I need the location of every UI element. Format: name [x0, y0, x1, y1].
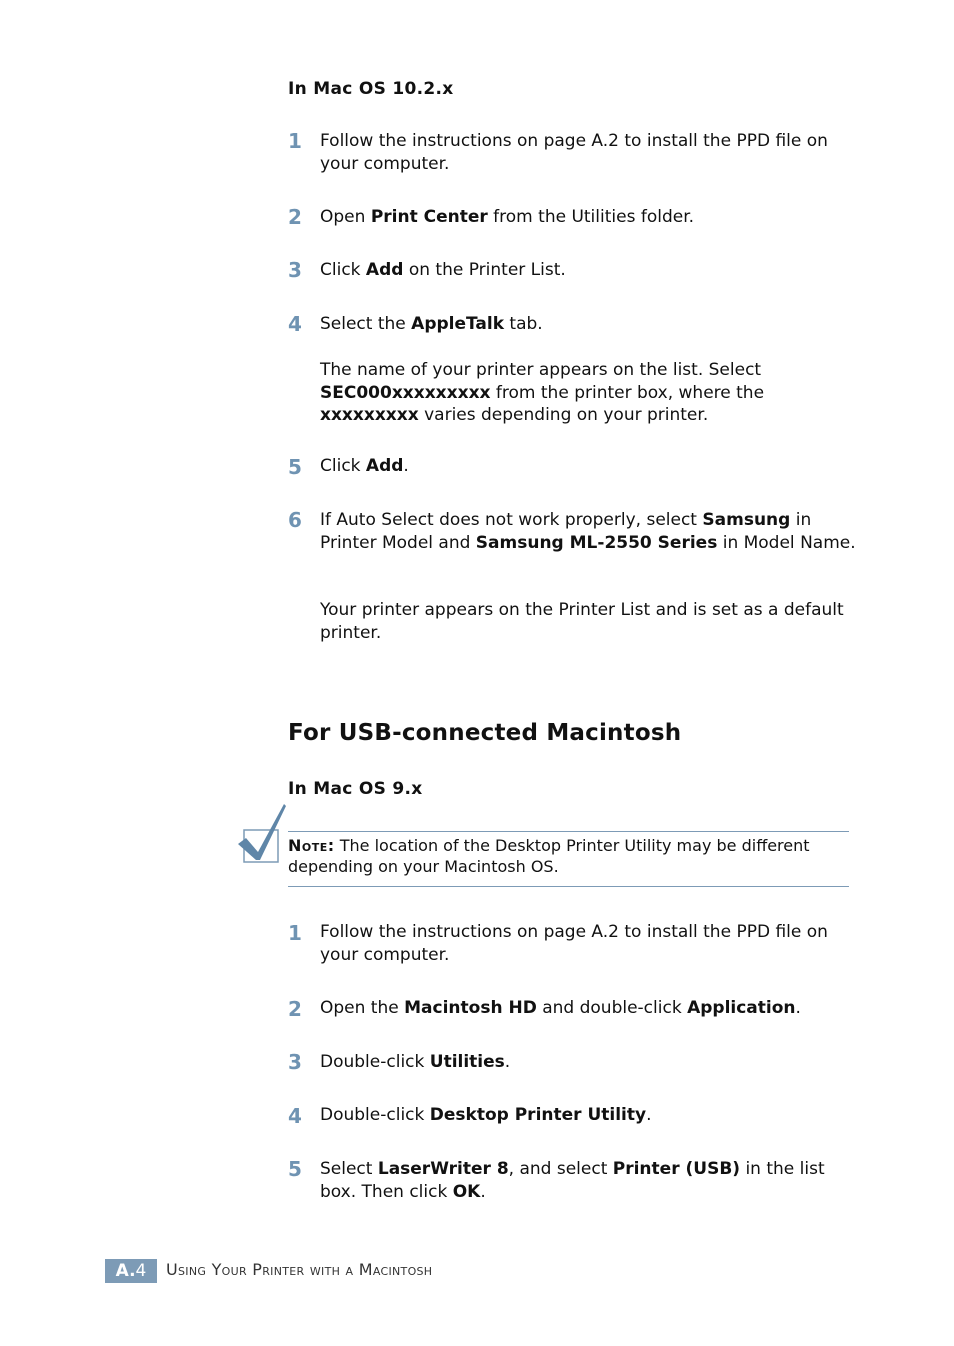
mac-10-2-step-number: 3 [288, 258, 302, 282]
mac-9-step-number: 1 [288, 921, 302, 945]
mac-10-2-step-number: 1 [288, 129, 302, 153]
mac-10-2-step-text [320, 509, 860, 554]
mac-9-step-number: 5 [288, 1157, 302, 1181]
ui-term: Add [365, 456, 404, 476]
text-run: in Printer Model and [320, 510, 812, 553]
text-run: Double-click [320, 1052, 430, 1072]
text-run: . [403, 456, 409, 476]
ui-term: Macintosh HD [404, 998, 537, 1018]
ui-term: Add [365, 260, 404, 280]
text-run: Open [320, 207, 371, 227]
footer-chapter-title: Using Your Printer with a Macintosh [166, 1260, 433, 1279]
mac-9-step-text [320, 1051, 860, 1074]
subhead-mac-os-9: In Mac OS 9.x [288, 779, 423, 799]
mac-10-2-step-text [320, 130, 860, 175]
ui-term: Utilities [429, 1052, 505, 1072]
page-number: 4 [135, 1261, 147, 1281]
mac-10-2-step-followup [320, 599, 860, 644]
mac-9-step-text [320, 1104, 860, 1127]
mac-10-2-step-number: 4 [288, 312, 302, 336]
mac-10-2-step-text [320, 455, 860, 478]
mac-10-2-step-text [320, 259, 860, 282]
mac-10-2-step-text [320, 313, 860, 336]
checkmark-note-icon [236, 802, 286, 864]
ui-term: xxxxxxxxx [320, 405, 419, 425]
appendix-letter: A. [115, 1261, 136, 1281]
text-run: from the Utilities folder. [487, 207, 695, 227]
text-run: from the printer box, where the [490, 382, 765, 403]
note-text [288, 835, 853, 877]
text-run: and double-click [536, 998, 688, 1018]
mac-9-step-text [320, 921, 860, 966]
mac-10-2-step-text [320, 206, 860, 229]
mac-9-step-text [320, 997, 860, 1020]
ui-term: Samsung [702, 510, 791, 530]
text-run: Double-click [320, 1105, 430, 1125]
text-run: Select the [320, 314, 412, 334]
mac-10-2-step-number: 6 [288, 508, 302, 532]
ui-term: OK [452, 1181, 481, 1202]
ui-term: Desktop Printer Utility [429, 1105, 647, 1125]
text-run: . [646, 1105, 652, 1125]
mac-9-step-number: 3 [288, 1050, 302, 1074]
note-body: The location of the Desktop Printer Utility may be different depending on your Macintosh OS. [288, 836, 810, 876]
ui-term: Application [687, 998, 796, 1018]
subhead-mac-os-10-2: In Mac OS 10.2.x [288, 79, 454, 99]
text-run: on the Printer List. [403, 260, 566, 280]
section-heading-usb: For USB-connected Macintosh [288, 720, 682, 746]
ui-term: LaserWriter 8 [377, 1159, 509, 1179]
mac-9-step-number: 2 [288, 997, 302, 1021]
text-run: Follow the instructions on page A.2 to install the PPD file on your computer. [320, 922, 828, 965]
mac-9-step-number: 4 [288, 1104, 302, 1128]
text-run: in Model Name. [717, 532, 856, 553]
text-run: Your printer appears on the Printer List and is set as a default printer. [320, 600, 844, 643]
text-run: tab. [504, 314, 543, 334]
text-run: Click [320, 260, 366, 280]
text-run: Click [320, 456, 366, 476]
mac-9-step-text [320, 1158, 860, 1203]
ui-term: AppleTalk [411, 314, 505, 334]
text-run: . [480, 1181, 486, 1202]
page-number-badge [105, 1259, 157, 1283]
mac-10-2-step-followup [320, 359, 860, 427]
mac-10-2-step-number: 5 [288, 455, 302, 479]
text-run: Open the [320, 998, 405, 1018]
text-run: . [504, 1052, 511, 1072]
ui-term: Print Center [370, 207, 488, 227]
text-run: If Auto Select does not work properly, select [320, 510, 703, 530]
note-label: Note: [288, 836, 335, 855]
text-run: , and select [508, 1159, 613, 1179]
text-run: . [795, 998, 801, 1018]
text-run: in the list box. Then click [320, 1159, 825, 1202]
text-run: Follow the instructions on page A.2 to install the PPD file on your computer. [320, 131, 828, 174]
mac-10-2-step-number: 2 [288, 205, 302, 229]
text-run: Select [320, 1159, 378, 1179]
ui-term: SEC000xxxxxxxxx [320, 382, 491, 403]
text-run: varies depending on your printer. [418, 405, 709, 425]
ui-term: Printer (USB) [612, 1159, 741, 1179]
text-run: The name of your printer appears on the list. Select [320, 360, 762, 380]
ui-term: Samsung ML-2550 Series [475, 532, 718, 553]
